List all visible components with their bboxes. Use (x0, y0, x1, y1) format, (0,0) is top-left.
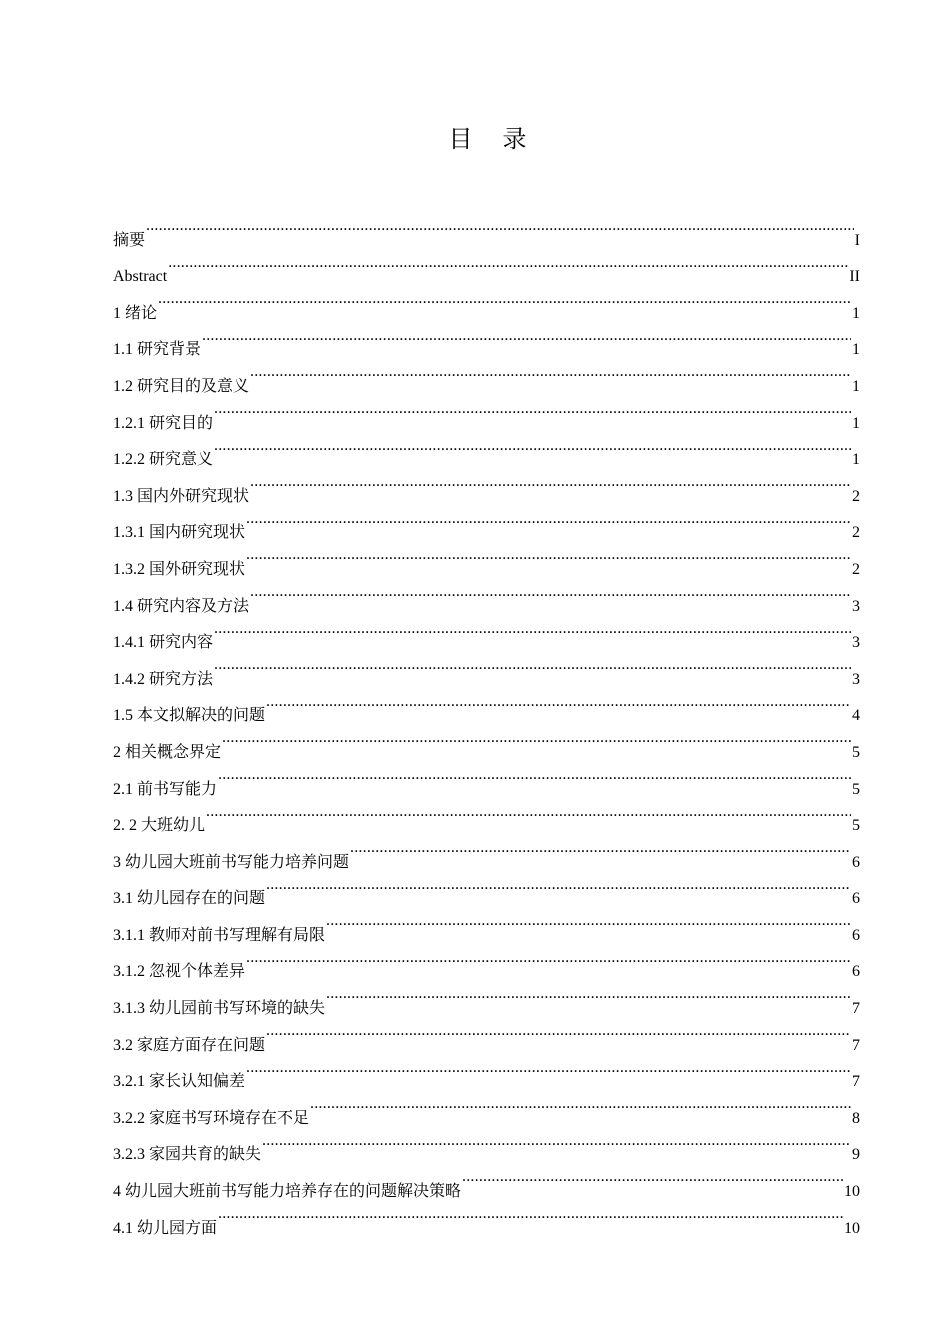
toc-leader-dots (310, 1086, 851, 1123)
toc-entry[interactable] (113, 464, 860, 505)
toc-entry-label: 1.2.2 研究意义 (113, 451, 214, 469)
toc-leader-dots (326, 903, 851, 940)
toc-entry-page-number: 9 (852, 1146, 860, 1164)
toc-entry-label: 1.4.2 研究方法 (113, 670, 214, 688)
toc-entry[interactable] (113, 757, 860, 798)
toc-entry[interactable] (113, 428, 860, 469)
toc-leader-dots (214, 611, 851, 648)
toc-leader-dots (206, 794, 851, 831)
toc-entry[interactable] (113, 354, 860, 395)
toc-entry-label: 摘要 (113, 231, 146, 249)
toc-leader-dots (262, 1123, 851, 1160)
toc-entry-page-number: 6 (852, 890, 860, 908)
toc-entry-page-number: 5 (852, 817, 860, 835)
toc-entry-label: 1.2 研究目的及意义 (113, 377, 250, 395)
toc-leader-dots (214, 647, 851, 684)
title-char-1: 目 (448, 125, 473, 153)
toc-entry-page-number: I (854, 231, 860, 249)
toc-leader-dots (266, 684, 851, 721)
toc-entry-page-number: 2 (852, 524, 860, 542)
toc-entry-page-number: 1 (852, 377, 860, 395)
toc-entry-page-number: 1 (852, 414, 860, 432)
toc-entry-label: 1 绪论 (113, 304, 158, 322)
toc-leader-dots (246, 501, 851, 538)
toc-entry[interactable] (113, 794, 860, 835)
toc-entry-label: 4.1 幼儿园方面 (113, 1219, 218, 1237)
toc-entry-label: 3.1.2 忽视个体差异 (113, 963, 246, 981)
toc-entry[interactable] (113, 281, 860, 322)
toc-entry-label: 3.2.2 家庭书写环境存在不足 (113, 1109, 310, 1127)
toc-entry-label: 3.2 家庭方面存在问题 (113, 1036, 266, 1054)
toc-entry-label: 1.4 研究内容及方法 (113, 597, 250, 615)
toc-entry-label: 3.1.3 幼儿园前书写环境的缺失 (113, 1000, 326, 1018)
toc-leader-dots (246, 940, 851, 977)
toc-entry-label: 2.1 前书写能力 (113, 780, 218, 798)
toc-entry-page-number: 4 (852, 707, 860, 725)
toc-entry[interactable] (113, 611, 860, 652)
toc-entry-page-number: 6 (852, 963, 860, 981)
toc-entry-label: 3.1.1 教师对前书写理解有局限 (113, 926, 326, 944)
toc-entry-label: 1.5 本文拟解决的问题 (113, 707, 266, 725)
toc-entry-page-number: 2 (852, 560, 860, 578)
toc-entry[interactable] (113, 830, 860, 871)
toc-leader-dots (246, 537, 851, 574)
toc-entry-page-number: 1 (852, 451, 860, 469)
toc-entry-label: 1.2.1 研究目的 (113, 414, 214, 432)
toc-leader-dots (250, 574, 851, 611)
toc-entry-page-number: 7 (852, 1073, 860, 1091)
toc-entry-page-number: 6 (852, 926, 860, 944)
toc-entry-label: 3.2.3 家园共育的缺失 (113, 1146, 262, 1164)
toc-leader-dots (326, 976, 851, 1013)
toc-leader-dots (222, 720, 851, 757)
toc-entry[interactable] (113, 1196, 860, 1237)
toc-entry[interactable] (113, 720, 860, 761)
toc-entry-label: 1.1 研究背景 (113, 341, 202, 359)
toc-leader-dots (214, 428, 851, 465)
toc-entry-page-number: 10 (844, 1183, 860, 1201)
toc-entry-label: Abstract (113, 268, 168, 286)
toc-entry-page-number: 3 (852, 670, 860, 688)
title-char-2: 录 (502, 125, 527, 153)
toc-leader-dots (218, 757, 851, 794)
toc-entry[interactable] (113, 245, 860, 286)
toc-entry-page-number: 7 (852, 1000, 860, 1018)
toc-entry-page-number: II (849, 268, 860, 286)
toc-entry-page-number: 5 (852, 743, 860, 761)
toc-entry-page-number: 3 (852, 597, 860, 615)
toc-entry-label: 2. 2 大班幼儿 (113, 817, 206, 835)
table-of-contents (113, 208, 860, 1237)
toc-leader-dots (250, 464, 851, 501)
toc-entry-page-number: 10 (844, 1219, 860, 1237)
toc-entry-label: 3 幼儿园大班前书写能力培养问题 (113, 853, 350, 871)
toc-leader-dots (202, 318, 851, 355)
toc-entry-label: 1.3.2 国外研究现状 (113, 560, 246, 578)
toc-leader-dots (218, 1196, 843, 1233)
toc-entry-label: 1.4.1 研究内容 (113, 634, 214, 652)
toc-entry-page-number: 2 (852, 487, 860, 505)
toc-leader-dots (250, 354, 851, 391)
toc-entry-label: 1.3 国内外研究现状 (113, 487, 250, 505)
toc-leader-dots (168, 245, 848, 282)
toc-leader-dots (246, 1050, 851, 1087)
toc-entry-label: 3.2.1 家长认知偏差 (113, 1073, 246, 1091)
toc-entry-page-number: 3 (852, 634, 860, 652)
toc-leader-dots (214, 391, 851, 428)
toc-leader-dots (266, 867, 851, 904)
toc-leader-dots (350, 830, 851, 867)
toc-entry[interactable] (113, 647, 860, 688)
toc-leader-dots (146, 208, 854, 245)
toc-entry-page-number: 6 (852, 853, 860, 871)
toc-entry-page-number: 7 (852, 1036, 860, 1054)
toc-entry-label: 1.3.1 国内研究现状 (113, 524, 246, 542)
toc-entry-label: 2 相关概念界定 (113, 743, 222, 761)
toc-leader-dots (266, 1013, 851, 1050)
toc-entry-page-number: 1 (852, 304, 860, 322)
toc-entry-label: 4 幼儿园大班前书写能力培养存在的问题解决策略 (113, 1183, 462, 1201)
toc-entry-page-number: 8 (852, 1109, 860, 1127)
toc-entry-page-number: 1 (852, 341, 860, 359)
toc-leader-dots (462, 1159, 843, 1196)
toc-entry[interactable] (113, 318, 860, 359)
toc-entry[interactable] (113, 208, 860, 249)
page-title (0, 122, 950, 156)
toc-entry-label: 3.1 幼儿园存在的问题 (113, 890, 266, 908)
toc-entry[interactable] (113, 391, 860, 432)
toc-leader-dots (158, 281, 851, 318)
toc-entry[interactable] (113, 684, 860, 725)
toc-entry-page-number: 5 (852, 780, 860, 798)
